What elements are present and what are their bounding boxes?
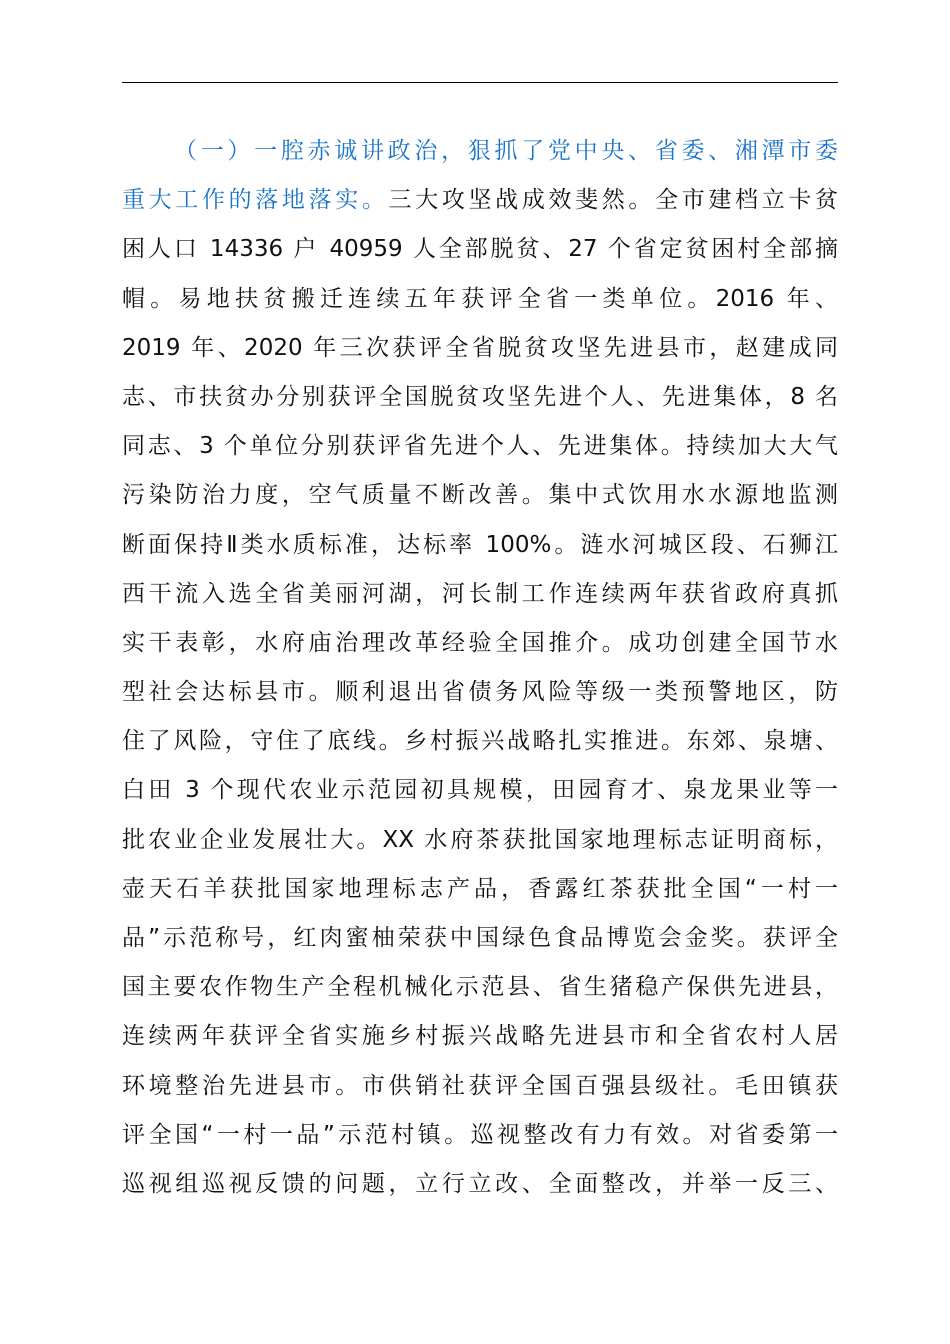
line-text: 连续两年获评全省实施乡村振兴战略先进县市和全省农村人居 [122,1023,838,1050]
line-text: 评全国“一村一品”示范村镇。巡视整改有力有效。对省委第一 [122,1121,838,1148]
text-line [122,816,838,865]
line-text: 2019 年、2020 年三次获评全省脱贫攻坚先进县市，赵建成同 [122,334,838,361]
line-text: 断面保持Ⅱ类水质标准，达标率 100%。涟水河城区段、石狮江 [122,531,838,558]
line-text: 西干流入选全省美丽河湖，河长制工作连续两年获省政府真抓 [122,580,838,607]
text-line [122,717,838,766]
line-text: 污染防治力度，空气质量不断改善。集中式饮用水水源地监测 [122,482,838,509]
text-line [122,324,838,373]
line-text: 帽。易地扶贫搬迁连续五年获评全省一类单位。2016 年、 [122,285,838,312]
text-line [122,1012,838,1061]
text-line [122,766,838,815]
heading-highlight: （一）一腔赤诚讲政治，狠抓了党中央、省委、湘潭市委 [174,138,838,164]
text-line [122,963,838,1012]
text-line [122,373,838,422]
line-text: 品”示范称号，红肉蜜柚荣获中国绿色食品博览会金奖。获评全 [122,925,838,951]
header-rule [122,82,838,83]
line-text: 同志、3 个单位分别获评省先进个人、先进集体。持续加大大气 [122,433,838,460]
body-paragraph [122,127,838,1209]
line-text: 巡视组巡视反馈的问题，立行立改、全面整改，并举一反三、 [122,1170,838,1197]
text-line [122,422,838,471]
text-line [122,570,838,619]
text-line [122,1160,838,1209]
text-line [122,619,838,668]
line-text: 困人口 14336 户 40959 人全部脱贫、27 个省定贫困村全部摘 [122,236,838,263]
line-text: 型社会达标县市。顺利退出省债务风险等级一类预警地区，防 [122,679,838,706]
text-line [122,471,838,520]
text-line [122,127,838,176]
line-text: 批农业企业发展壮大。XX 水府茶获批国家地理标志证明商标， [122,826,838,853]
heading-highlight: 重大工作的落地落实。 [122,187,389,214]
text-line [122,914,838,963]
text-line [122,865,838,914]
text-line [122,225,838,274]
line-text: 三大攻坚战成效斐然。全市建档立卡贫 [388,187,839,214]
line-text: 志、市扶贫办分别获评全国脱贫攻坚先进个人、先进集体，8 名 [122,383,838,410]
line-text: 住了风险，守住了底线。乡村振兴战略扎实推进。东郊、泉塘、 [122,728,838,755]
line-text: 实干表彰，水府庙治理改革经验全国推介。成功创建全国节水 [122,629,838,656]
line-text: 国主要农作物生产全程机械化示范县、省生猪稳产保供先进县， [122,974,838,1001]
text-line [122,1062,838,1111]
text-line [122,521,838,570]
line-text: 白田 3 个现代农业示范园初具规模，田园育才、泉龙果业等一 [122,777,838,804]
text-line [122,275,838,324]
text-line [122,668,838,717]
text-line [122,1111,838,1160]
line-text: 壶天石羊获批国家地理标志产品，香露红茶获批全国“一村一 [122,875,838,902]
line-text: 环境整治先进县市。市供销社获评全国百强县级社。毛田镇获 [122,1072,838,1099]
text-line [122,176,838,225]
